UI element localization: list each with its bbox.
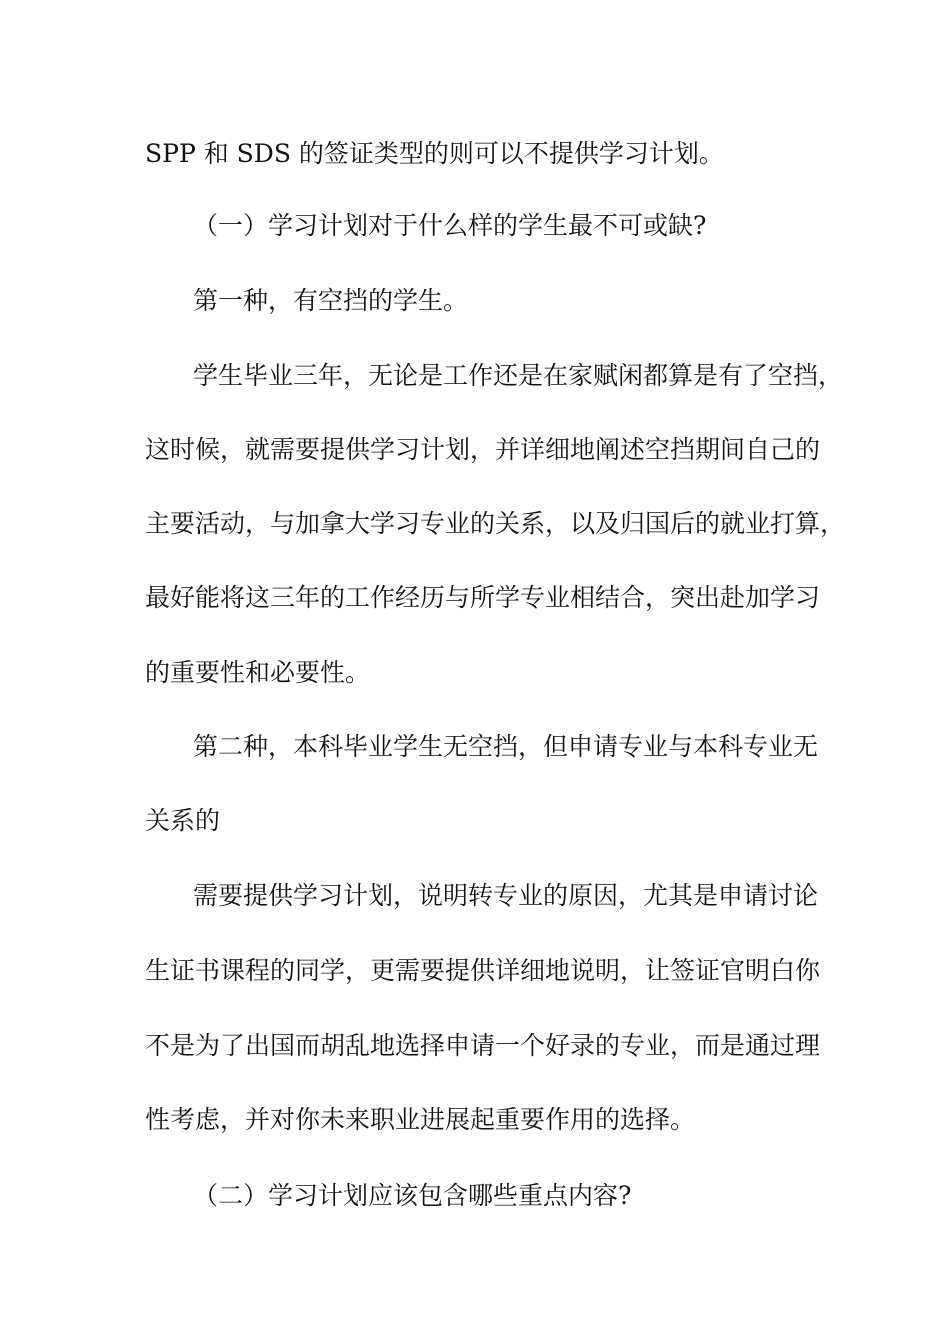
paragraph-line-1: SPP 和 SDS 的签证类型的则可以不提供学习计划。 [145,139,724,168]
subheading-type-1: 第一种，有空挡的学生。 [193,286,469,315]
section-heading-1: （一）学习计划对于什么样的学生最不可或缺? [193,211,707,240]
paragraph-line-7: 最好能将这三年的工作经历与所学专业相结合，突出赴加学习 [145,583,821,612]
paragraph-line-10: 关系的 [145,806,221,835]
paragraph-line-12: 生证书课程的同学，更需要提供详细地说明，让签证官明白你 [145,956,821,985]
paragraph-line-4: 学生毕业三年，无论是工作还是在家赋闲都算是有了空挡， [193,361,844,390]
paragraph-line-5: 这时候，就需要提供学习计划，并详细地阐述空挡期间自己的 [145,435,821,464]
paragraph-line-13: 不是为了出国而胡乱地选择申请一个好录的专业，而是通过理 [145,1031,821,1060]
paragraph-line-8: 的重要性和必要性。 [145,658,371,687]
paragraph-line-14: 性考虑，并对你未来职业进展起重要作用的选择。 [145,1105,696,1134]
paragraph-line-6: 主要活动，与加拿大学习专业的关系，以及归国后的就业打算， [145,509,846,538]
section-heading-2: （二）学习计划应该包含哪些重点内容? [193,1181,632,1210]
paragraph-line-11: 需要提供学习计划，说明转专业的原因，尤其是申请讨论 [193,881,819,910]
subheading-type-2: 第二种，本科毕业学生无空挡，但申请专业与本科专业无 [193,732,819,761]
